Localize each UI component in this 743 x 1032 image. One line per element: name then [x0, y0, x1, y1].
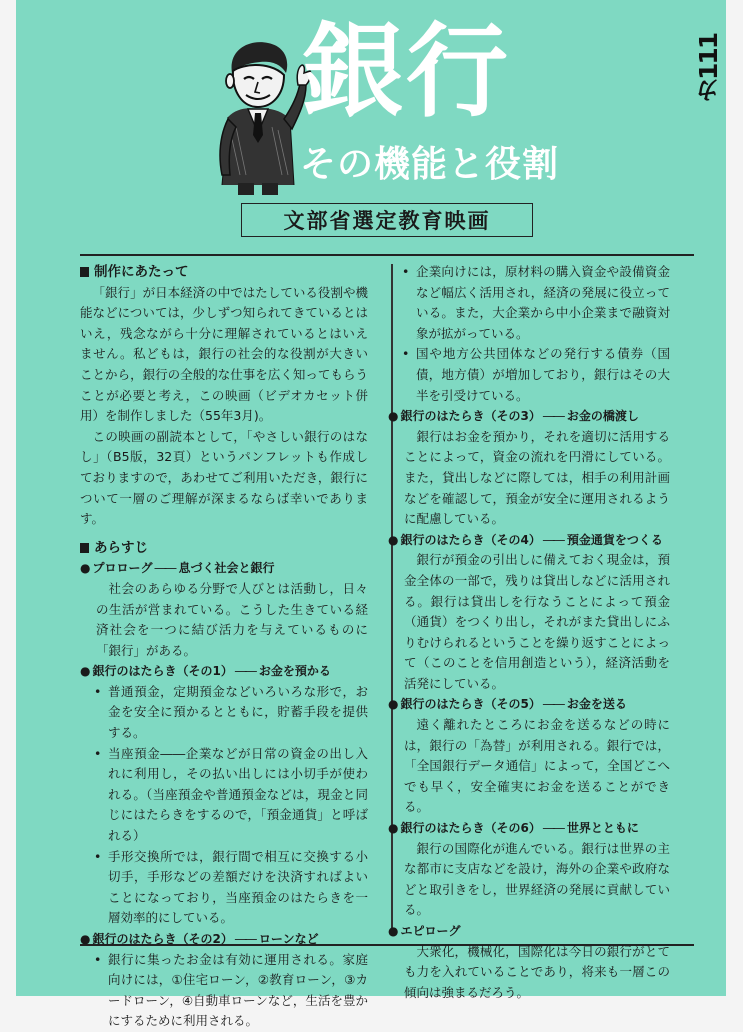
- handwritten-note: カ111: [694, 33, 723, 103]
- work2-heading: ● 銀行のはたらき（その2） ―― ローンなど: [80, 932, 319, 946]
- work4-text: 銀行が預金の引出しに備えておく現金は，預金全体の一部で，残りは貸出しなどに活用される。銀行は貸出しを行なうことによって預金（通貨）をつくり出し，それがまた貸出しにふりむけられるということを繰り返すことによって（このことを信用創造という），経済活動を活発にしている。: [404, 552, 670, 691]
- list-item: • 当座預金――企業などが日常の資金の出し入れに利用し，その払い出しには小切手が使われる。（当座預金や普通預金などは，現金と同じにはたらきをするので，「預金通貨」と呼ばれる）: [94, 744, 368, 847]
- list-item: • 企業向けには，原材料の購入資金や設備資金など幅広く活用され，経済の発展に役立っている。また，大企業から中小企業まで融資対象が拡がっている。: [402, 262, 670, 344]
- ministry-selection-badge: 文部省選定教育映画: [241, 203, 533, 237]
- prologue-text: 社会のあらゆる分野で人びとは活動し，日々の生活が営まれている。こうした生きている経済社会を一つに結び活力を与えているものに「銀行」がある。: [96, 580, 368, 658]
- epilogue-text: 大衆化，機械化，国際化は今日の銀行がとても力を入れていることであり，将来も一層この傾向は強まるだろう。: [404, 943, 670, 1000]
- subtitle: その機能と役割: [300, 144, 560, 185]
- work3-text: 銀行はお金を預かり，それを適切に活用することによって，資金の流れを円滑にしている。また，貸出しなどに際しては，相手の利用計画などを確認して，預金が安全に運用されるように配慮している。: [404, 428, 670, 527]
- main-title: 銀行: [302, 13, 510, 132]
- work2-bullet-list-part2: [388, 262, 670, 406]
- work5-text: 遠く離れたところにお金を送るなどの時には，銀行の「為替」が利用される。銀行では，「全国銀行データ通信」によって，全国どこへでも早く，安全確実にお金を送ることができる。: [404, 717, 670, 815]
- work2-bullet-list-part1: [80, 950, 368, 1032]
- work6-text: 銀行の国際化が進んでいる。銀行は世界の主な都市に支店などを設け，海外の企業や政府などと取引きをし，世界経済の発展に貢献している。: [404, 840, 670, 918]
- work6-heading: ● 銀行のはたらき（その6） ―― 世界とともに: [388, 821, 639, 836]
- square-bullet-icon: [80, 543, 89, 553]
- work1-heading: ● 銀行のはたらき（その1） ―― お金を預かる: [80, 664, 331, 679]
- prologue-heading: ● プロローグ ―― 息づく社会と銀行: [80, 561, 275, 576]
- work4-heading: ● 銀行のはたらき（その4） ―― 預金通貨をつくる: [388, 532, 663, 547]
- right-column: [388, 262, 670, 1003]
- work1-bullet-list: [80, 682, 368, 929]
- left-column: [80, 262, 368, 1032]
- list-item: • 銀行に集ったお金は有効に運用される。家庭向けには，①住宅ローン，②教育ローン，③カードローン，④自動車ローンなど，生活を豊かにするために利用される。: [94, 950, 368, 1032]
- list-item: • 手形交換所では，銀行間で相互に交換する小切手，手形などの差額だけを決済すればよいことになっており，当座預金のはたらきを一層効率的にしている。: [94, 847, 368, 929]
- work5-heading: ● 銀行のはたらき（その5） ―― お金を送る: [388, 697, 627, 712]
- synopsis-heading: あらすじ: [80, 538, 368, 559]
- production-paragraph-1: 「銀行」が日本経済の中ではたしている役割や機能などについては，少しずつ知られてきているとはいえ，残念ながら十分に理解されているとはいえません。私どもは，銀行の社会的な役割が大きいことから，銀行の全般的な仕事を広く知ってもらうことが必要と考え，この映画（ビデオカセット併用）を制作しました（55年3月)。: [80, 284, 368, 424]
- epilogue-heading: ● エピローグ: [388, 924, 461, 938]
- square-bullet-icon: [80, 267, 89, 277]
- production-heading: 制作にあたって: [80, 262, 368, 283]
- list-item: • 国や地方公共団体などの発行する債券（国債，地方債）が増加しており，銀行はその大半を引受けている。: [402, 344, 670, 406]
- list-item: • 普通預金，定期預金などいろいろな形で，お金を安全に預かるとともに，貯蓄手段を提供する。: [94, 682, 368, 744]
- work3-heading: ● 銀行のはたらき（その3） ―― お金の橋渡し: [388, 409, 639, 424]
- production-paragraph-2: この映画の副読本として，「やさしい銀行のはなし」（B5版，32頁）というパンフレットも作成しておりますので，あわせてご利用いただき，銀行について一層のご理解が深まるならば幸いであります。: [80, 428, 368, 527]
